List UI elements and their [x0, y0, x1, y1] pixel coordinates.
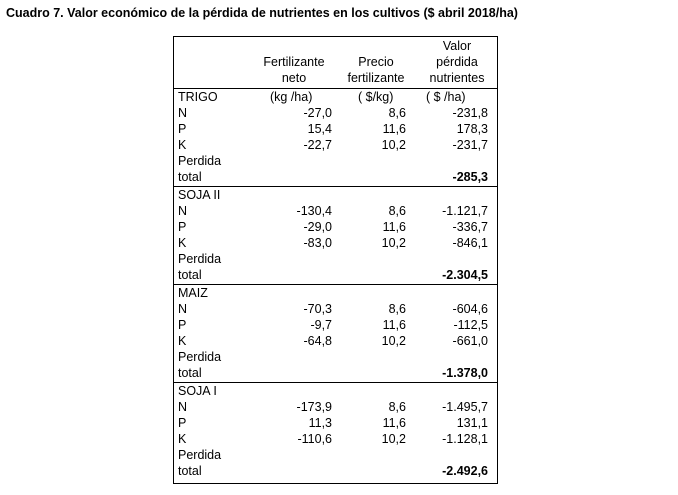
total-label: Perdida: [178, 448, 222, 462]
total-row: [174, 169, 497, 185]
table-row: [174, 235, 497, 251]
cell-valor: -231,8: [452, 106, 488, 120]
table-row: [174, 333, 497, 349]
cell-valor: -1.121,7: [442, 204, 488, 218]
nutrient-label: N: [178, 204, 188, 218]
total-row: [174, 463, 497, 479]
total-row: [174, 365, 497, 381]
header-precio-fertilizante: [334, 54, 418, 86]
header-line: pérdida: [436, 55, 478, 69]
table-row: [174, 203, 497, 219]
cell-neto: -9,7: [310, 318, 332, 332]
header-line: neto: [281, 71, 307, 85]
nutrient-label: K: [178, 138, 187, 152]
cell-valor: -661,0: [452, 334, 488, 348]
nutrient-label: N: [178, 106, 188, 120]
cell-valor: 131,1: [456, 416, 488, 430]
cell-valor: -846,1: [452, 236, 488, 250]
section-name: TRIGO: [178, 90, 218, 104]
total-label: total: [178, 464, 202, 478]
cell-valor: -1.495,7: [442, 400, 488, 414]
cell-precio: 10,2: [381, 334, 406, 348]
cell-neto: -29,0: [303, 220, 332, 234]
cell-precio: 8,6: [388, 106, 406, 120]
cell-neto: -27,0: [303, 106, 332, 120]
total-value: -2.492,6: [442, 464, 488, 478]
total-value: -2.304,5: [442, 268, 488, 282]
cell-neto: -83,0: [303, 236, 332, 250]
total-label: Perdida: [178, 252, 222, 266]
table-caption: Cuadro 7. Valor económico de la pérdida de nutrientes en los cultivos ($ abril 2018/ha): [6, 6, 518, 20]
unit-kg-ha: (kg /ha): [270, 90, 313, 104]
cell-precio: 11,6: [382, 122, 406, 136]
nutrient-label: N: [178, 400, 188, 414]
cell-precio: 10,2: [381, 432, 406, 446]
cell-neto: 11,3: [308, 416, 332, 430]
total-label: total: [178, 170, 202, 184]
cell-precio: 8,6: [388, 302, 406, 316]
total-value: -285,3: [452, 170, 488, 184]
total-label: total: [178, 366, 202, 380]
table-row: [174, 317, 497, 333]
table-row: [174, 399, 497, 415]
total-label-row: [174, 447, 497, 463]
table-row: [174, 105, 497, 121]
nutrient-label: K: [178, 334, 187, 348]
cell-valor: 178,3: [456, 122, 488, 136]
total-label: Perdida: [178, 350, 222, 364]
cell-precio: 10,2: [381, 236, 406, 250]
header-line: Precio: [358, 55, 394, 69]
cell-neto: -70,3: [303, 302, 332, 316]
section-name: MAIZ: [178, 286, 208, 300]
cell-neto: -64,8: [303, 334, 332, 348]
cell-precio: 8,6: [388, 400, 406, 414]
nutrient-label: K: [178, 432, 187, 446]
nutrient-label: P: [178, 122, 187, 136]
table-row: [174, 431, 497, 447]
cell-precio: 10,2: [381, 138, 406, 152]
cell-valor: -336,7: [452, 220, 488, 234]
total-label-row: [174, 349, 497, 365]
nutrient-label: P: [178, 220, 187, 234]
cell-neto: 15,4: [307, 122, 332, 136]
cell-precio: 11,6: [382, 220, 406, 234]
nutrient-loss-table: [173, 36, 498, 484]
nutrient-label: P: [178, 318, 187, 332]
section-name: SOJA II: [178, 188, 221, 202]
cell-valor: -1.128,1: [442, 432, 488, 446]
table-row: [174, 219, 497, 235]
section-name: SOJA I: [178, 384, 217, 398]
header-line: Fertilizante: [263, 55, 325, 69]
section-title-row: [174, 383, 497, 399]
section-soja-ii: [174, 186, 497, 285]
cell-neto: -22,7: [303, 138, 332, 152]
cell-neto: -130,4: [296, 204, 332, 218]
cell-neto: -173,9: [296, 400, 332, 414]
total-label-row: [174, 251, 497, 267]
section-title-row: [174, 285, 497, 301]
table-header: [174, 37, 497, 88]
unit-peso-ha: ( $ /ha): [426, 90, 466, 104]
table-row: [174, 121, 497, 137]
table-row: [174, 415, 497, 431]
cell-precio: 8,6: [388, 204, 406, 218]
table-row: [174, 137, 497, 153]
cell-valor: -231,7: [452, 138, 488, 152]
unit-peso-kg: ( $/kg): [358, 90, 394, 104]
total-value: -1.378,0: [442, 366, 488, 380]
section-maiz: [174, 284, 497, 383]
section-trigo: [174, 88, 497, 187]
nutrient-label: K: [178, 236, 187, 250]
total-label: Perdida: [178, 154, 222, 168]
header-fertilizante-neto: [254, 54, 334, 86]
total-label: total: [178, 268, 202, 282]
total-row: [174, 267, 497, 283]
header-valor-perdida: [418, 38, 496, 86]
header-line: nutrientes: [429, 71, 485, 85]
table-row: [174, 301, 497, 317]
header-line: fertilizante: [347, 71, 405, 85]
nutrient-label: P: [178, 416, 187, 430]
section-title-row: [174, 89, 497, 105]
header-line: Valor: [442, 39, 472, 53]
section-soja-i: [174, 382, 497, 481]
section-title-row: [174, 187, 497, 203]
cell-precio: 11,6: [382, 318, 406, 332]
cell-neto: -110,6: [297, 432, 332, 446]
cell-precio: 11,6: [382, 416, 406, 430]
nutrient-label: N: [178, 302, 188, 316]
cell-valor: -604,6: [452, 302, 488, 316]
cell-valor: -112,5: [453, 318, 488, 332]
total-label-row: [174, 153, 497, 169]
